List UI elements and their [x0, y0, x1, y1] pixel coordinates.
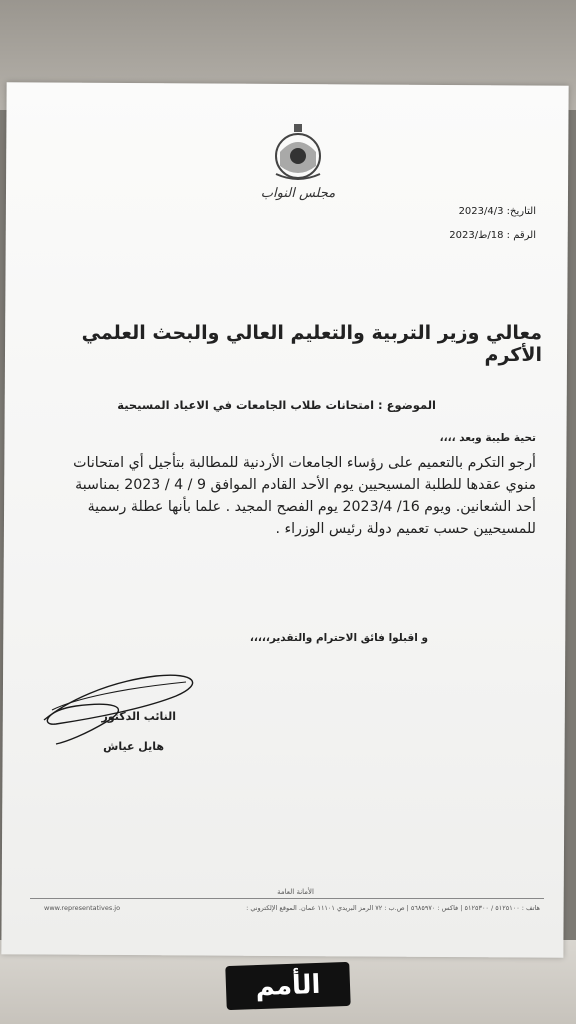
footer-website: www.representatives.jo	[44, 904, 121, 912]
letter-body	[22, 452, 536, 540]
body-line: أرجو التكرم بالتعميم على رؤساء الجامعات الأردنية للمطالبة بتأجيل أي امتحانات	[73, 455, 536, 471]
coat-of-arms-icon	[270, 122, 326, 184]
watermark-text: الأمم	[255, 969, 321, 1003]
greeting: تحية طيبة وبعد ،،،،	[439, 432, 536, 444]
handwritten-signature	[36, 662, 206, 752]
footer-divider	[30, 898, 544, 899]
footer-contacts: هاتف : ٥١٢٥١٠٠ / ٥١٢٥٣٠٠ | فاكس : ٥٦٨٥٩٧٠ | ص.ب : ٧٢ الرمز البريدي ١١١٠١ عمان. الموقع الإلكتروني :	[246, 904, 540, 912]
parliament-logo: مجلس النواب	[260, 186, 336, 201]
letter-subject: الموضوع : امتحانات طلاب الجامعات في الاعياد المسيحية	[117, 398, 436, 412]
body-line: للمسيحيين حسب تعميم دولة رئيس الوزراء .	[275, 521, 536, 537]
addressee-heading: معالي وزير التربية والتعليم العالي والبحث العلمي الأكرم	[81, 322, 542, 366]
footer-organization: الأمانة العامة	[277, 888, 314, 896]
closing-line: و اقبلوا فائق الاحترام والتقدير،،،،،	[249, 632, 428, 644]
watermark-logo	[225, 962, 350, 1010]
letter-reference-number: الرقم : 18/ط/2023	[449, 230, 536, 241]
body-line: منوي عقدها للطلبة المسيحيين يوم الأحد القادم الموافق 9 / 4 / 2023 بمناسبة	[75, 477, 536, 493]
letter-date: التاريخ: 2023/4/3	[458, 206, 536, 217]
body-line: أحد الشعانين. ويوم 16/ 2023/4 يوم الفصح المجيد . علما بأنها عطلة رسمية	[87, 499, 536, 515]
signatory-title: النائب الدكتور	[101, 710, 176, 723]
signatory-name: هايل عياش	[103, 740, 164, 753]
